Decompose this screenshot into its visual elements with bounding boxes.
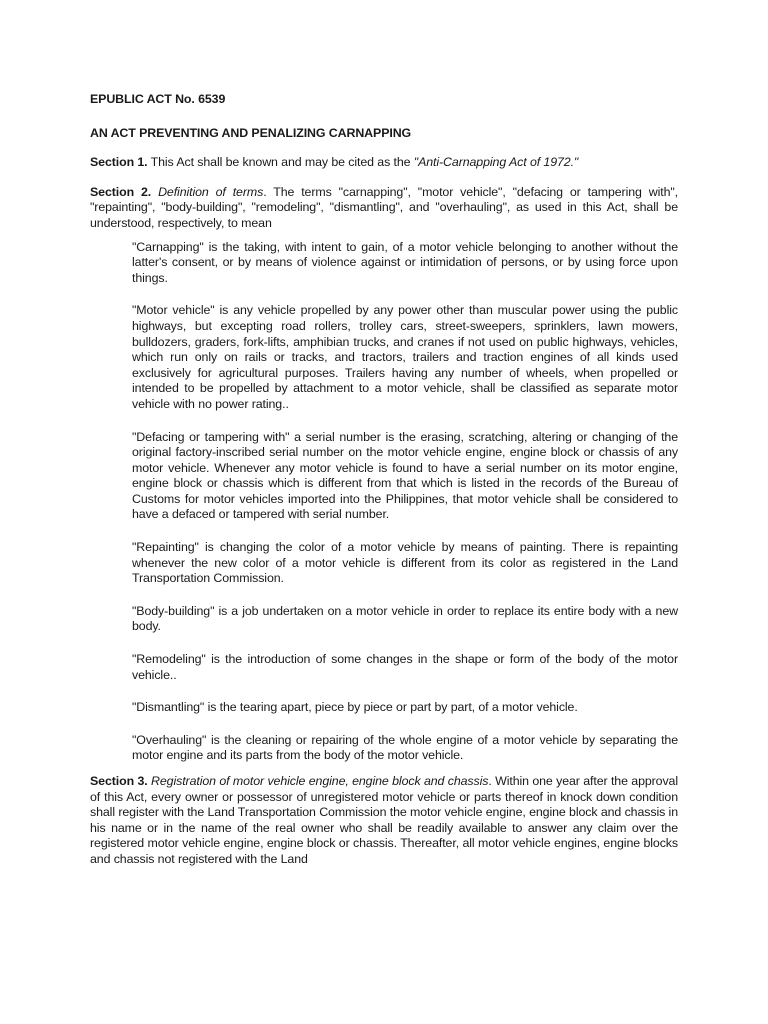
- section-2-label: Section 2.: [90, 184, 152, 199]
- document-page: [90, 92, 678, 882]
- definition-defacing: "Defacing or tampering with" a serial number is the erasing, scratching, altering or changing of the original factory-inscribed serial number on the motor vehicle engine, engine block or chassis of any motor vehicle. Whenever any motor vehicle is found to have a serial number on its motor engine, engine block or chassis which is different from that which is listed in the records of the Bureau of Customs for motor vehicles imported into the Philippines, that motor vehicle shall be considered to have a defaced or tampered with serial number.: [132, 429, 678, 522]
- act-number: EPUBLIC ACT No. 6539: [90, 92, 226, 106]
- definition-motor-vehicle: "Motor vehicle" is any vehicle propelled by any power other than muscular power using the public highways, but excepting road rollers, trolley cars, street-sweepers, sprinklers, lawn mowers, bulldozers, graders, fork-lifts, amphibian trucks, and cranes if not used on public highways, vehicles, which run only on rails or tracks, and tractors, trailers and traction engines of all kinds used exclusively for agricultural purposes. Trailers having any number of wheels, when propelled or intended to be propelled by attachment to a motor vehicle, shall be classified as separate motor vehicle with no power rating..: [132, 303, 678, 411]
- section-3-label: Section 3.: [90, 774, 148, 788]
- section-2-heading: Definition of terms: [158, 184, 264, 199]
- definition-remodeling: "Remodeling" is the introduction of some changes in the shape or form of the body of the motor vehicle..: [132, 652, 678, 682]
- section-3-text: . Within one year after the approval of this Act, every owner or possessor of unregistered motor vehicle or parts thereof in knock down condition shall register with the Land Transportation Commission the motor vehicle engine, engine block and chassis in his name or in the name of the real owner who shall be readily available to answer any claim over the registered motor vehicle engine, engine block or chassis. Thereafter, all motor vehicle engines, engine blocks and chassis not registered with the Land: [90, 774, 679, 866]
- section-1-label: Section 1.: [90, 155, 148, 170]
- section-2-text: . The terms "carnapping", "motor vehicle", "defacing or tampering with", "repainting", "body-building", "remodeling", "dismantling", and "overhauling", as used in this Act, shall be understood, respectively, to mean: [90, 184, 679, 230]
- section-3: [90, 774, 678, 868]
- definition-overhauling: "Overhauling" is the cleaning or repairing of the whole engine of a motor vehicle by separating the motor engine and its parts from the body of the motor vehicle.: [132, 732, 678, 763]
- definition-repainting: "Repainting" is changing the color of a motor vehicle by means of painting. There is repainting whenever the new color of a motor vehicle is different from its color as registered in the Land Transportation Commission.: [132, 540, 678, 586]
- section-2: [90, 185, 678, 232]
- definition-dismantling: "Dismantling" is the tearing apart, piece by piece or part by part, of a motor vehicle.: [132, 700, 578, 715]
- section-3-heading: Registration of motor vehicle engine, engine block and chassis: [147, 774, 489, 788]
- section-1-short-title: "Anti-Carnapping Act of 1972.": [413, 155, 579, 170]
- definitions-list: [132, 240, 678, 764]
- definition-body-building: "Body-building" is a job undertaken on a motor vehicle in order to replace its entire body with a new body.: [132, 603, 678, 634]
- act-title: AN ACT PREVENTING AND PENALIZING CARNAPPING: [90, 125, 412, 140]
- section-1-text: This Act shall be known and may be cited as the: [147, 155, 414, 170]
- definition-carnapping: "Carnapping" is the taking, with intent to gain, of a motor vehicle belonging to another without the latter's consent, or by means of violence against or intimidation of persons, or by using force upon things.: [132, 239, 678, 285]
- section-1: [90, 155, 678, 171]
